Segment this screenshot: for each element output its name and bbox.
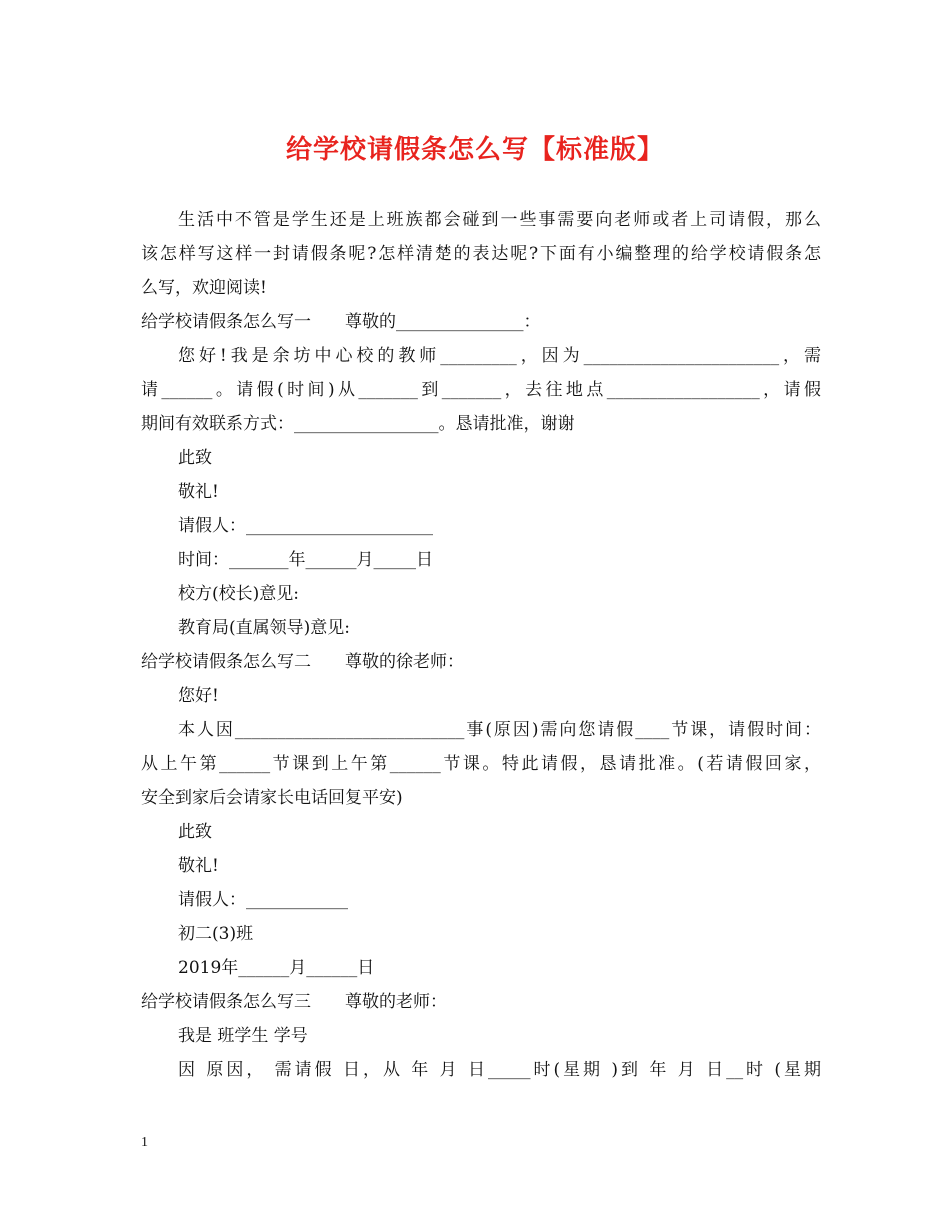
- body-line: 此致: [178, 448, 212, 468]
- body-line: 生活中不管是学生还是上班族都会碰到一些事需要向老师或者上司请假，那么: [178, 210, 821, 230]
- body-line: 初二(3)班: [178, 924, 254, 944]
- body-line: 您好!我是余坊中心校的教师_________，因为_______________________，需: [178, 346, 821, 366]
- body-line: 请假人：____________: [178, 890, 348, 910]
- body-line: 时间：_______年______月_____日: [178, 550, 433, 570]
- body-line: 因 原因， 需请假 日，从 年 月 日_____时(星期 )到 年 月 日__时 (星期: [178, 1060, 821, 1080]
- body-line: 敬礼!: [178, 482, 219, 502]
- body-line: 期间有效联系方式：_________________。恳请批准，谢谢: [141, 414, 575, 434]
- section-heading-2: 给学校请假条怎么写二 尊敬的徐老师：: [141, 652, 464, 672]
- body-line: 校方(校长)意见:: [178, 584, 299, 604]
- body-line: 2019年______月______日: [178, 958, 375, 978]
- page-number: 1: [141, 1135, 148, 1150]
- section-heading-3: 给学校请假条怎么写三 尊敬的老师：: [141, 992, 447, 1012]
- body-line: 此致: [178, 822, 212, 842]
- body-line: 从上午第______节课到上午第______节课。特此请假，恳请批准。(若请假回家，: [141, 754, 821, 774]
- body-line: 教育局(直属领导)意见:: [178, 618, 350, 638]
- body-line: 该怎样写这样一封请假条呢?怎样清楚的表达呢?下面有小编整理的给学校请假条怎: [141, 244, 821, 264]
- body-line: 请______。请假(时间)从_______到_______，去往地点__________________，请假: [141, 380, 821, 400]
- body-line: 么写，欢迎阅读!: [141, 278, 267, 298]
- body-line: 安全到家后会请家长电话回复平安): [141, 788, 403, 808]
- body-line: 我是 班学生 学号: [178, 1026, 308, 1046]
- body-line: 您好!: [178, 686, 219, 706]
- body-line: 请假人：______________________: [178, 516, 433, 536]
- page-title: 给学校请假条怎么写【标准版】: [285, 135, 664, 165]
- body-line: 本人因___________________________事(原因)需向您请假____节课，请假时间：: [178, 720, 821, 740]
- section-heading-1: 给学校请假条怎么写一 尊敬的_______________：: [141, 312, 541, 332]
- body-line: 敬礼!: [178, 856, 219, 876]
